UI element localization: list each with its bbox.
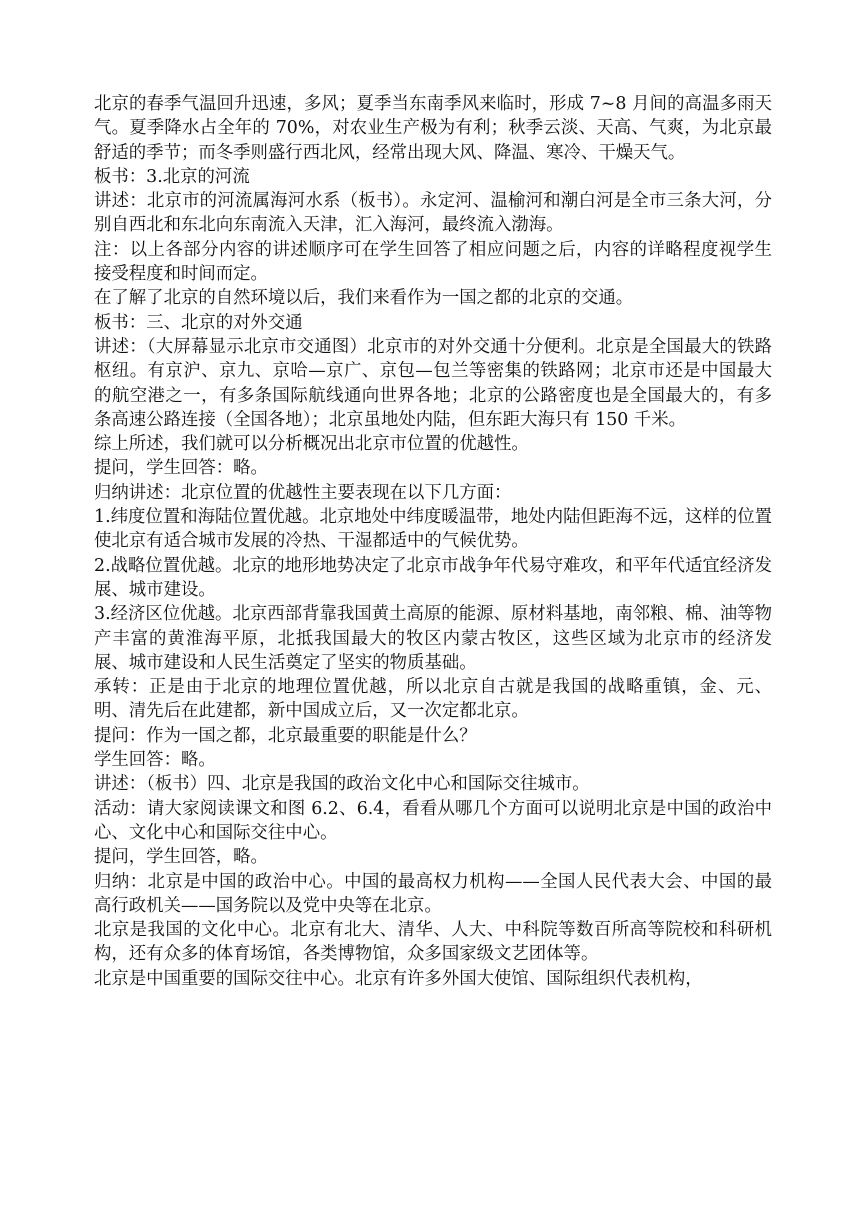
paragraph-international-center: 北京是中国重要的国际交往中心。北京有许多外国大使馆、国际组织代表机构， <box>94 968 703 989</box>
paragraph-climate-seasons: 北京的春季气温回升迅速，多风；夏季当东南季风来临时，形成 7~8 月间的高温多雨天气。夏季降水占全年的 70%，对农业生产极为有利；秋季云淡、天高、气爽，为北京最舒适的季节；而冬季则盛行西北风，经常出现大风、降温、寒冷、干燥天气。 <box>94 94 772 163</box>
paragraph-board-center: 讲述：（板书）四、北京是我国的政治文化中心和国际交往城市。 <box>94 774 590 795</box>
paragraph-transition-capital: 承转：正是由于北京的地理位置优越，所以北京自古就是我国的战略重镇，金、元、明、清先后在此建都，新中国成立后，又一次定都北京。 <box>94 677 772 722</box>
paragraph-political-center: 归纳：北京是中国的政治中心。中国的最高权力机构——全国人民代表大会、中国的最高行政机关——国务院以及党中央等在北京。 <box>94 871 772 916</box>
document-body <box>94 92 772 991</box>
paragraph-rivers-explain: 讲述：北京市的河流属海河水系（板书）。永定河、温榆河和潮白河是全市三条大河，分别自西北和东北向东南流入天津，汇入海河，最终流入渤海。 <box>94 191 772 236</box>
paragraph-summary: 综上所述，我们就可以分析概况出北京市位置的优越性。 <box>94 434 529 455</box>
paragraph-point-2: 2.战略位置优越。北京的地形地势决定了北京市战争年代易守难攻，和平年代适宜经济发展、城市建设。 <box>94 555 772 600</box>
paragraph-note: 注：以上各部分内容的讲述顺序可在学生回答了相应问题之后，内容的详略程度视学生接受程度和时间而定。 <box>94 239 772 285</box>
paragraph-answer-2: 学生回答：略。 <box>94 750 216 771</box>
paragraph-point-3: 3.经济区位优越。北京西部背靠我国黄土高原的能源、原材料基地，南邻粮、棉、油等物产丰富的黄淮海平原，北抵我国最大的牧区内蒙古牧区，这些区域为北京市的经济发展、城市建设和人民生活奠定了坚实的物质基础。 <box>94 604 772 673</box>
paragraph-conclusion-intro: 归纳讲述：北京位置的优越性主要表现在以下几方面： <box>94 482 512 503</box>
paragraph-transition-traffic: 在了解了北京的自然环境以后，我们来看作为一国之都的北京的交通。 <box>94 288 634 309</box>
paragraph-question-1: 提问，学生回答：略。 <box>94 458 268 479</box>
paragraph-traffic-explain: 讲述：（大屏幕显示北京市交通图）北京市的对外交通十分便利。北京是全国最大的铁路枢纽。有京沪、京九、京哈—京广、京包—包兰等密集的铁路网；北京市还是中国最大的航空港之一，有多条国际航线通向世界各地；北京的公路密度也是全国最大的，有多条高速公路连接（全国各地）；北京虽地处内陆，但东距大海只有 150 千米。 <box>94 336 772 430</box>
paragraph-point-1: 1.纬度位置和海陆位置优越。北京地处中纬度暖温带，地处内陆但距海不远，这样的位置使北京有适合城市发展的冷热、干湿都适中的气候优势。 <box>94 507 772 552</box>
paragraph-activity: 活动：请大家阅读课文和图 6.2、6.4，看看从哪几个方面可以说明北京是中国的政治中心、文化中心和国际交往中心。 <box>94 798 772 843</box>
paragraph-question-3: 提问，学生回答，略。 <box>94 847 268 868</box>
paragraph-question-2: 提问：作为一国之都，北京最重要的职能是什么？ <box>94 725 477 746</box>
paragraph-cultural-center: 北京是我国的文化中心。北京有北大、清华、人大、中科院等数百所高等院校和科研机构，还有众多的体育场馆，各类博物馆，众多国家级文艺团体等。 <box>94 920 772 965</box>
paragraph-board-traffic: 板书：三、北京的对外交通 <box>94 312 303 333</box>
paragraph-board-rivers: 板书：3.北京的河流 <box>94 166 250 187</box>
